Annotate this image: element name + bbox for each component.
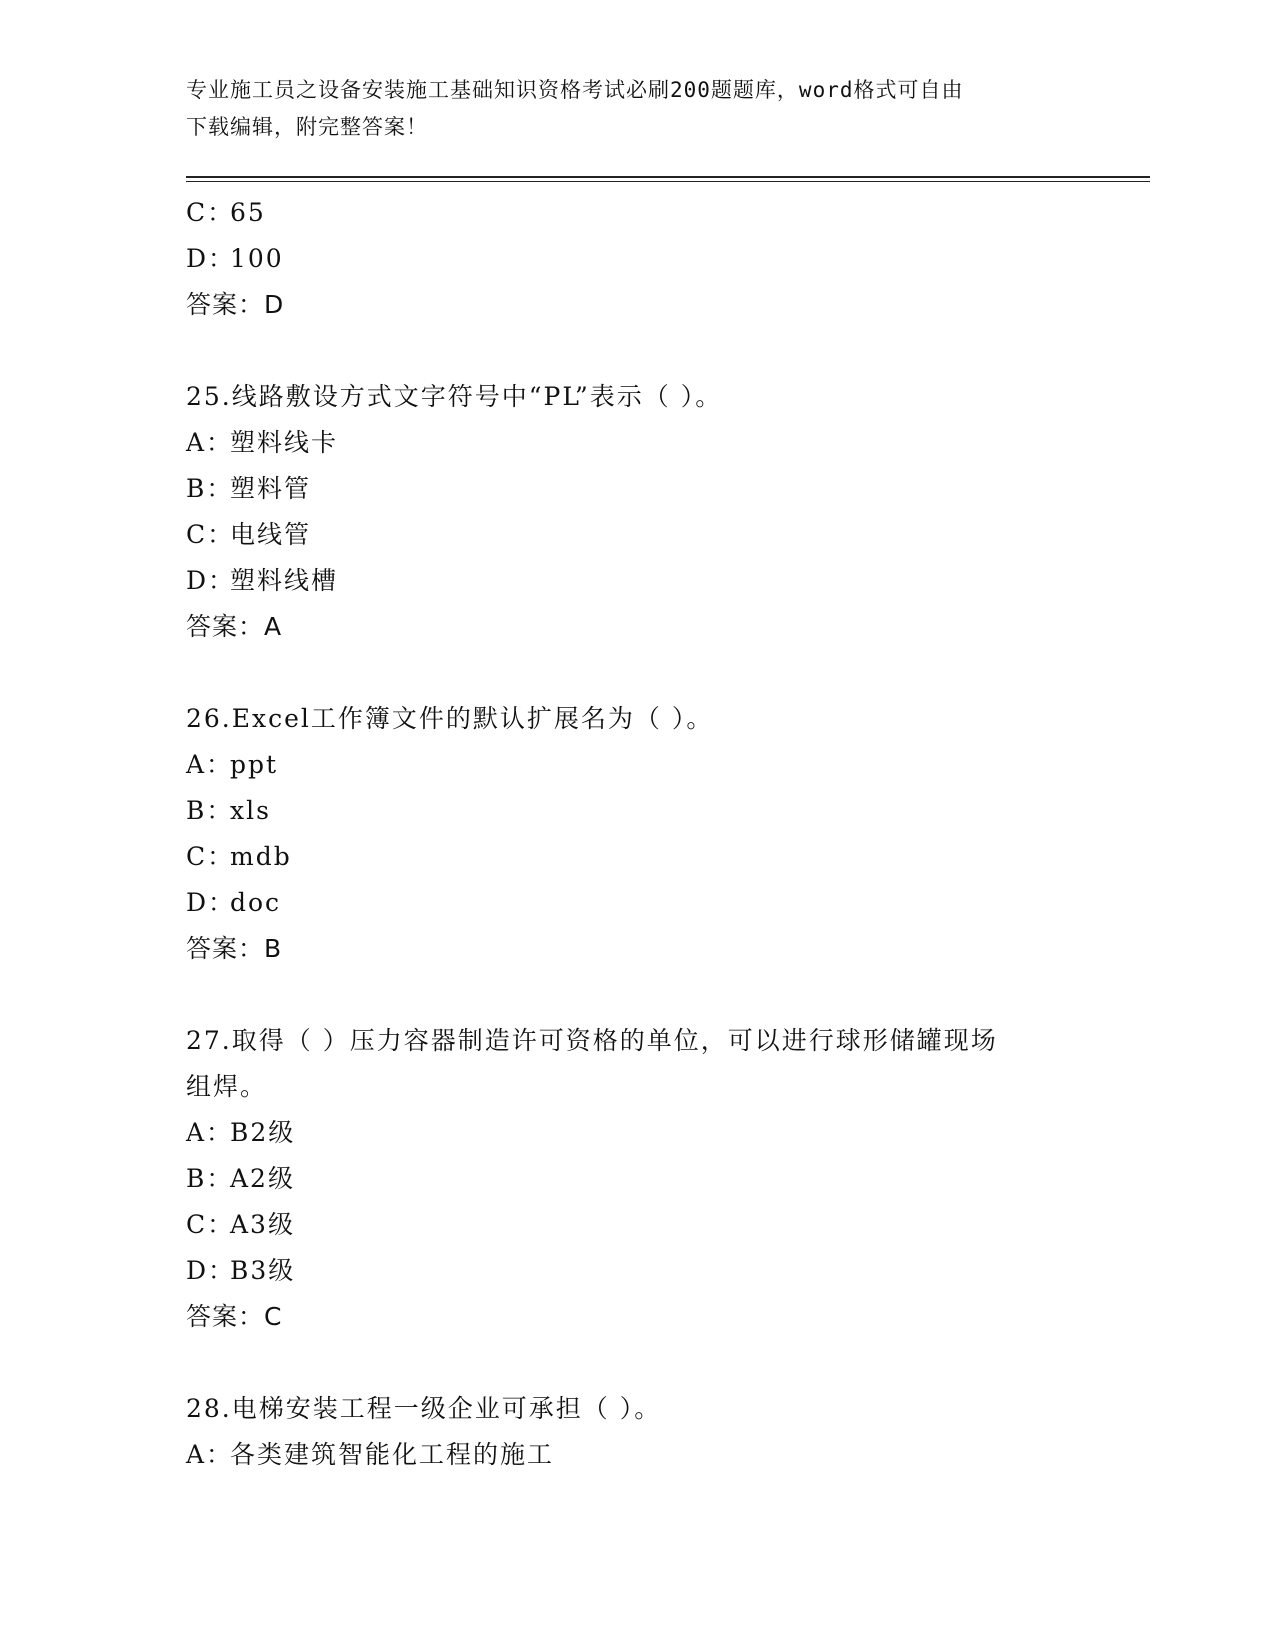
option-a: A：各类建筑智能化工程的施工: [186, 1440, 555, 1469]
question-title-line-1: 27.取得（ ）压力容器制造许可资格的单位，可以进行球形储罐现场: [186, 1026, 998, 1055]
question-27: [186, 1018, 1086, 1340]
option-b: B：塑料管: [186, 474, 312, 503]
question-26: [186, 696, 1086, 972]
header-title-line-1: 专业施工员之设备安装施工基础知识资格考试必刷200题题库，word格式可自由: [186, 78, 964, 102]
question-title-line-2: 组焊。: [186, 1072, 268, 1101]
option-c: C：电线管: [186, 520, 312, 549]
answer-line: 答案：D: [186, 290, 285, 319]
option-a: A：塑料线卡: [186, 428, 339, 457]
option-d: D：塑料线槽: [186, 566, 339, 595]
document-body: [186, 190, 1086, 1478]
header-divider: [186, 176, 1150, 182]
option-d: D：100: [186, 244, 284, 273]
answer-line: 答案：A: [186, 612, 283, 641]
document-header: [186, 72, 1076, 146]
previous-question: [186, 190, 1086, 328]
option-b: B：xls: [186, 796, 271, 825]
question-title: 28.电梯安装工程一级企业可承担（ ）。: [186, 1394, 662, 1423]
question-25: [186, 374, 1086, 650]
question-title: 25.线路敷设方式文字符号中“PL”表示（ ）。: [186, 382, 723, 411]
option-c: C：A3级: [186, 1210, 295, 1239]
question-28: [186, 1386, 1086, 1478]
answer-line: 答案：B: [186, 934, 283, 963]
option-c: C：mdb: [186, 842, 292, 871]
question-title: 26.Excel工作簿文件的默认扩展名为（ ）。: [186, 704, 714, 733]
option-c: C：65: [186, 198, 266, 227]
answer-line: 答案：C: [186, 1302, 283, 1331]
option-b: B：A2级: [186, 1164, 295, 1193]
option-d: D：B3级: [186, 1256, 296, 1285]
option-a: A：B2级: [186, 1118, 296, 1147]
option-d: D：doc: [186, 888, 282, 917]
header-title-line-2: 下载编辑，附完整答案！: [186, 115, 428, 139]
option-a: A：ppt: [186, 750, 279, 779]
